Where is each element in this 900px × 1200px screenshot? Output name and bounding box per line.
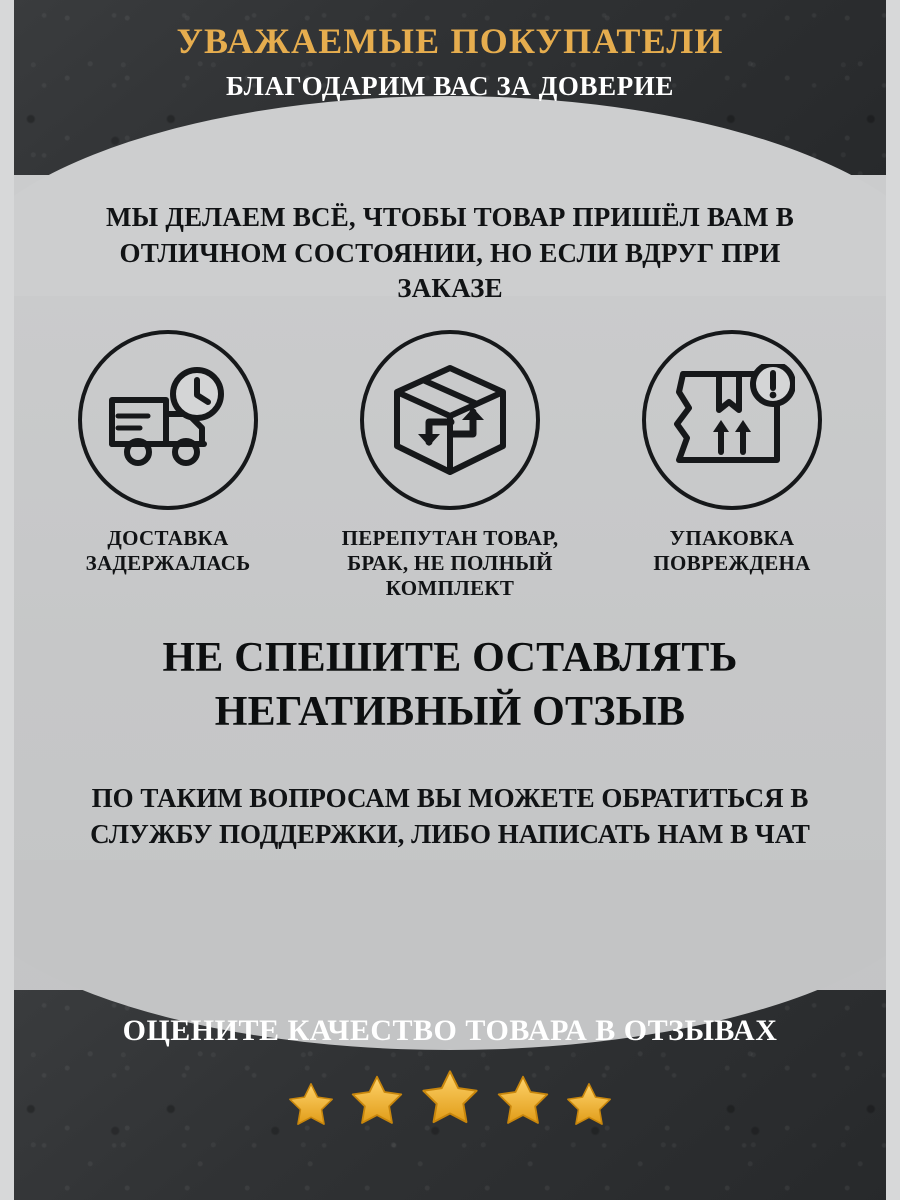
star-rating xyxy=(0,1064,900,1132)
delivery-truck-clock-icon xyxy=(78,330,258,510)
issue-item-damaged-package xyxy=(599,330,865,602)
issue-icon-row xyxy=(35,330,865,602)
footer-title: ОЦЕНИТЕ КАЧЕСТВО ТОВАРА В ОТЗЫВАХ xyxy=(122,1014,778,1047)
issue-caption: ДОСТАВКА ЗАДЕРЖАЛАСЬ xyxy=(85,526,251,576)
support-text: ПО ТАКИМ ВОПРОСАМ ВЫ МОЖЕТЕ ОБРАТИТЬСЯ В СЛУЖБУ ПОДДЕРЖКИ, ЛИБО НАПИСАТЬ НАМ В ЧАТ xyxy=(90,783,810,850)
issue-item-delivery-delayed xyxy=(35,330,301,602)
issue-caption: УПАКОВКА ПОВРЕЖДЕНА xyxy=(653,526,811,576)
damaged-package-icon xyxy=(642,330,822,510)
main-headline: НЕ СПЕШИТЕ ОСТАВЛЯТЬ НЕГАТИВНЫЙ ОТЗЫВ xyxy=(162,635,738,735)
box-return-arrow-icon xyxy=(360,330,540,510)
star-icon xyxy=(283,1078,339,1132)
issue-item-wrong-item xyxy=(317,330,583,602)
header-subtitle: БЛАГОДАРИМ ВАС ЗА ДОВЕРИЕ xyxy=(225,70,675,101)
star-icon xyxy=(491,1070,555,1132)
footer xyxy=(0,990,900,1200)
star-icon xyxy=(561,1078,617,1132)
star-icon xyxy=(415,1064,485,1132)
header xyxy=(0,0,900,175)
star-icon xyxy=(345,1070,409,1132)
intro-text: МЫ ДЕЛАЕМ ВСЁ, ЧТОБЫ ТОВАР ПРИШЁЛ ВАМ В ОТЛИЧНОМ СОСТОЯНИИ, НО ЕСЛИ ВДРУГ ПРИ ЗАКАЗЕ xyxy=(105,202,794,304)
header-title: УВАЖАЕМЫЕ ПОКУПАТЕЛИ xyxy=(176,21,724,61)
issue-caption: ПЕРЕПУТАН ТОВАР, БРАК, НЕ ПОЛНЫЙ КОМПЛЕКТ xyxy=(341,526,559,601)
